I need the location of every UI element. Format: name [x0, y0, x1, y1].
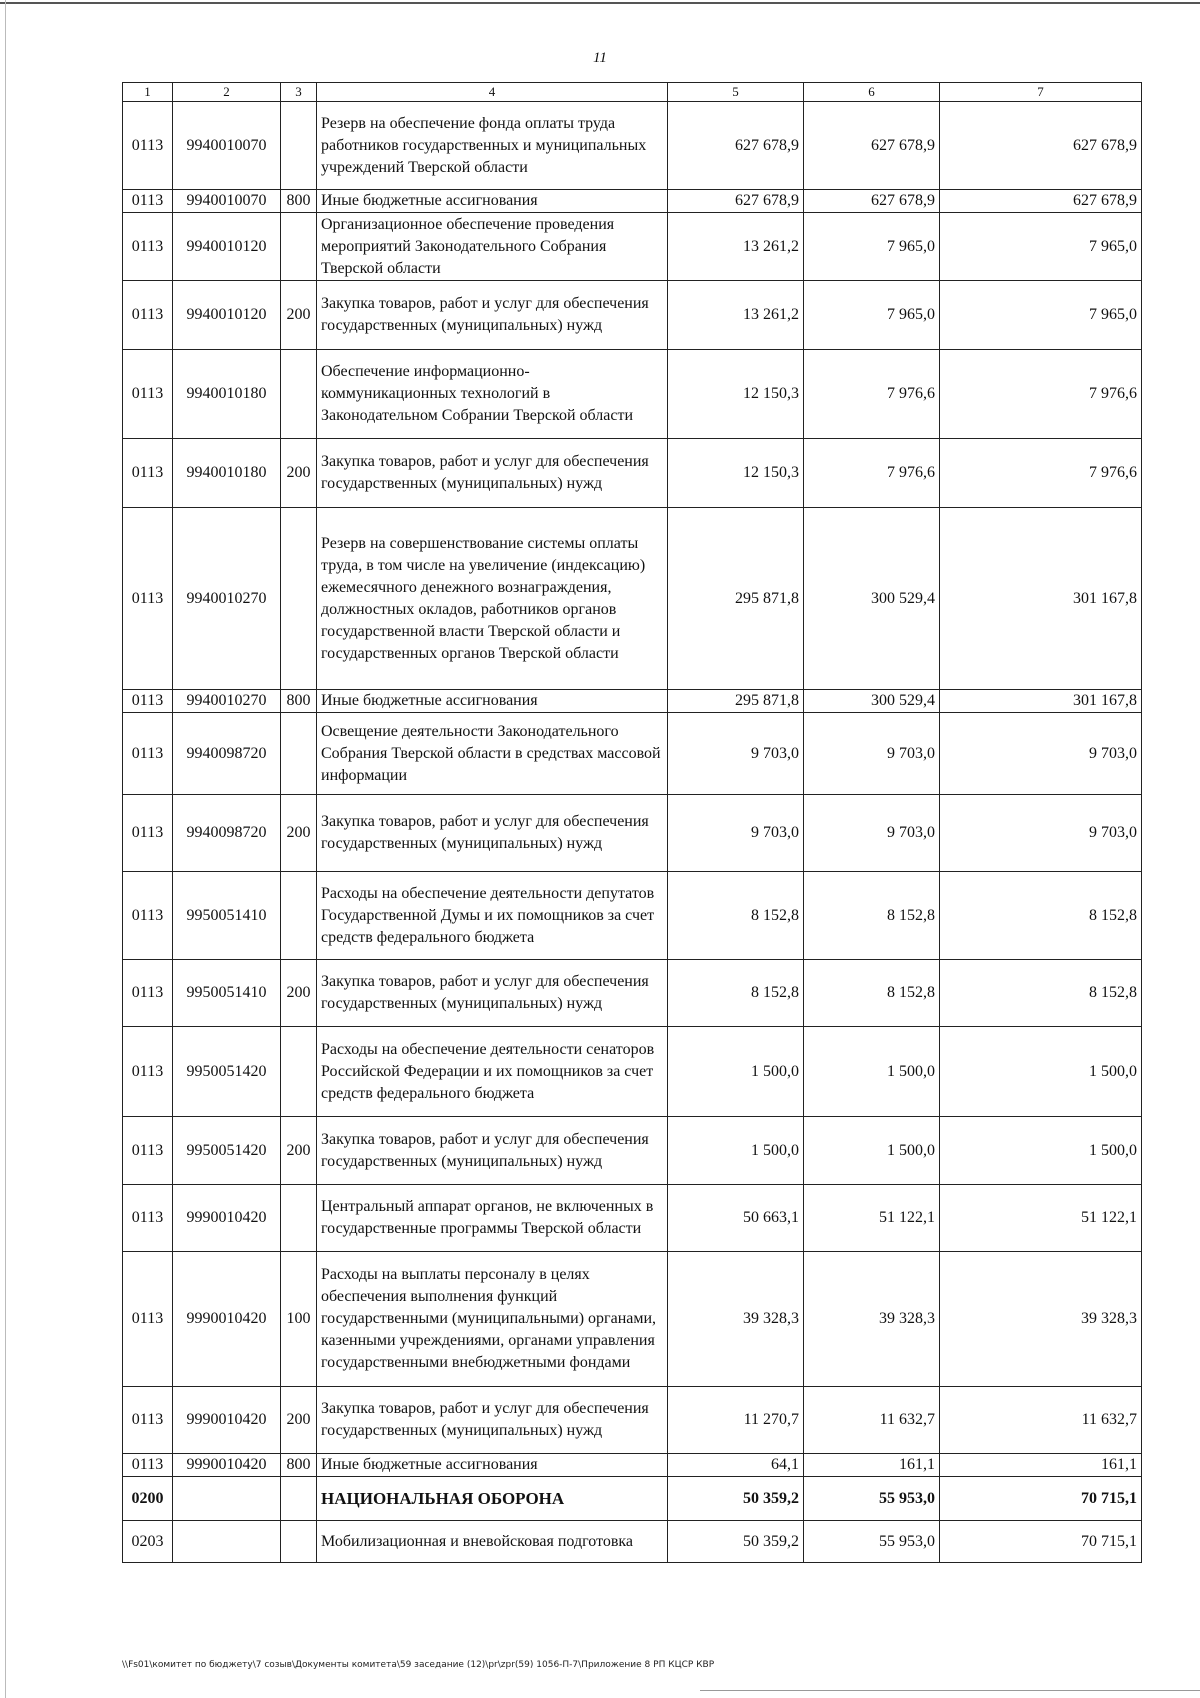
- table-row: [123, 1027, 1142, 1117]
- amount-year1-cell: 50 359,2: [668, 1477, 804, 1521]
- item-name-cell: Центральный аппарат органов, не включенных в государственные программы Тверской области: [317, 1185, 668, 1252]
- expense-type-cell: 200: [281, 1117, 317, 1185]
- section-code-cell: 0113: [123, 213, 173, 281]
- page-number: 11: [593, 50, 607, 66]
- amount-year1-cell: 13 261,2: [668, 281, 804, 350]
- expense-type-cell: 200: [281, 1387, 317, 1454]
- section-code-cell: 0113: [123, 1185, 173, 1252]
- section-code-cell: 0113: [123, 439, 173, 508]
- amount-year2-cell: 55 953,0: [804, 1521, 940, 1563]
- amount-year2-cell: 51 122,1: [804, 1185, 940, 1252]
- expense-type-cell: 800: [281, 190, 317, 213]
- expense-type-cell: [281, 102, 317, 190]
- amount-year2-cell: 300 529,4: [804, 508, 940, 690]
- target-article-cell: 9950051420: [173, 1027, 281, 1117]
- item-name-cell: Закупка товаров, работ и услуг для обеспечения государственных (муниципальных) нужд: [317, 281, 668, 350]
- section-code-cell: 0113: [123, 872, 173, 960]
- section-code-cell: 0113: [123, 190, 173, 213]
- expense-type-cell: [281, 1027, 317, 1117]
- column-number-header: [123, 83, 1142, 102]
- section-code-cell: 0203: [123, 1521, 173, 1563]
- section-code-cell: 0113: [123, 795, 173, 872]
- header-col-1: 1: [123, 83, 173, 102]
- amount-year1-cell: 8 152,8: [668, 960, 804, 1027]
- section-code-cell: 0113: [123, 1252, 173, 1387]
- target-article-cell: 9940010270: [173, 508, 281, 690]
- expense-type-cell: 200: [281, 281, 317, 350]
- section-code-cell: 0113: [123, 1117, 173, 1185]
- amount-year2-cell: 7 976,6: [804, 439, 940, 508]
- item-name-cell: Обеспечение информационно-коммуникационных технологий в Законодательном Собрании Тверской области: [317, 350, 668, 439]
- amount-year3-cell: 7 976,6: [940, 350, 1142, 439]
- amount-year2-cell: 300 529,4: [804, 690, 940, 713]
- expense-type-cell: 800: [281, 1454, 317, 1477]
- amount-year1-cell: 11 270,7: [668, 1387, 804, 1454]
- amount-year1-cell: 1 500,0: [668, 1027, 804, 1117]
- target-article-cell: 9990010420: [173, 1252, 281, 1387]
- table-row: [123, 1117, 1142, 1185]
- amount-year1-cell: 295 871,8: [668, 508, 804, 690]
- amount-year2-cell: 1 500,0: [804, 1027, 940, 1117]
- amount-year3-cell: 301 167,8: [940, 690, 1142, 713]
- section-code-cell: 0113: [123, 960, 173, 1027]
- target-article-cell: 9940098720: [173, 713, 281, 795]
- amount-year2-cell: 1 500,0: [804, 1117, 940, 1185]
- header-col-4: 4: [317, 83, 668, 102]
- target-article-cell: 9950051420: [173, 1117, 281, 1185]
- section-code-cell: 0113: [123, 350, 173, 439]
- table-row: [123, 960, 1142, 1027]
- amount-year1-cell: 50 663,1: [668, 1185, 804, 1252]
- amount-year1-cell: 9 703,0: [668, 795, 804, 872]
- amount-year1-cell: 12 150,3: [668, 439, 804, 508]
- target-article-cell: 9940010120: [173, 281, 281, 350]
- amount-year3-cell: 1 500,0: [940, 1027, 1142, 1117]
- section-code-cell: 0113: [123, 281, 173, 350]
- item-name-cell: Закупка товаров, работ и услуг для обеспечения государственных (муниципальных) нужд: [317, 1117, 668, 1185]
- amount-year3-cell: 70 715,1: [940, 1521, 1142, 1563]
- target-article-cell: 9940010180: [173, 439, 281, 508]
- target-article-cell: 9990010420: [173, 1387, 281, 1454]
- amount-year3-cell: 627 678,9: [940, 102, 1142, 190]
- target-article-cell: 9940010270: [173, 690, 281, 713]
- table-row: [123, 713, 1142, 795]
- amount-year1-cell: 627 678,9: [668, 102, 804, 190]
- amount-year1-cell: 1 500,0: [668, 1117, 804, 1185]
- table-row: [123, 690, 1142, 713]
- amount-year3-cell: 7 976,6: [940, 439, 1142, 508]
- target-article-cell: 9940010180: [173, 350, 281, 439]
- item-name-cell: Закупка товаров, работ и услуг для обеспечения государственных (муниципальных) нужд: [317, 1387, 668, 1454]
- amount-year2-cell: 55 953,0: [804, 1477, 940, 1521]
- amount-year1-cell: 13 261,2: [668, 213, 804, 281]
- amount-year2-cell: 627 678,9: [804, 102, 940, 190]
- amount-year2-cell: 7 976,6: [804, 350, 940, 439]
- item-name-cell: Освещение деятельности Законодательного Собрания Тверской области в средствах массовой информации: [317, 713, 668, 795]
- target-article-cell: 9940010070: [173, 190, 281, 213]
- amount-year3-cell: 7 965,0: [940, 213, 1142, 281]
- table-row: [123, 1185, 1142, 1252]
- amount-year1-cell: 295 871,8: [668, 690, 804, 713]
- amount-year2-cell: 627 678,9: [804, 190, 940, 213]
- expense-type-cell: 100: [281, 1252, 317, 1387]
- amount-year2-cell: 9 703,0: [804, 713, 940, 795]
- amount-year3-cell: 9 703,0: [940, 795, 1142, 872]
- item-name-cell: НАЦИОНАЛЬНАЯ ОБОРОНА: [317, 1477, 668, 1521]
- amount-year3-cell: 7 965,0: [940, 281, 1142, 350]
- item-name-cell: Организационное обеспечение проведения мероприятий Законодательного Собрания Тверской области: [317, 213, 668, 281]
- file-path-footer: \\Fs01\комитет по бюджету\7 созыв\Документы комитета\59 заседание (12)\pr\zpr(59) 1056-П-7\Приложение 8 РП КЦСР КВР: [122, 1660, 715, 1670]
- header-col-6: 6: [804, 83, 940, 102]
- amount-year1-cell: 64,1: [668, 1454, 804, 1477]
- amount-year3-cell: 11 632,7: [940, 1387, 1142, 1454]
- target-article-cell: 9950051410: [173, 960, 281, 1027]
- table-row: [123, 1521, 1142, 1563]
- section-code-cell: 0113: [123, 1454, 173, 1477]
- expense-type-cell: [281, 1185, 317, 1252]
- amount-year1-cell: 50 359,2: [668, 1521, 804, 1563]
- section-code-cell: 0113: [123, 713, 173, 795]
- table-row: [123, 872, 1142, 960]
- expense-type-cell: [281, 508, 317, 690]
- amount-year3-cell: 1 500,0: [940, 1117, 1142, 1185]
- table-row: [123, 1454, 1142, 1477]
- top-border-line: [0, 2, 1200, 4]
- item-name-cell: Иные бюджетные ассигнования: [317, 1454, 668, 1477]
- table-row: [123, 102, 1142, 190]
- amount-year1-cell: 9 703,0: [668, 713, 804, 795]
- section-code-cell: 0113: [123, 690, 173, 713]
- expense-type-cell: [281, 350, 317, 439]
- amount-year3-cell: 627 678,9: [940, 190, 1142, 213]
- budget-allocation-table: [122, 82, 1142, 1563]
- section-code-cell: 0113: [123, 102, 173, 190]
- amount-year3-cell: 8 152,8: [940, 960, 1142, 1027]
- header-col-5: 5: [668, 83, 804, 102]
- item-name-cell: Расходы на обеспечение деятельности депутатов Государственной Думы и их помощников за счет средств федерального бюджета: [317, 872, 668, 960]
- item-name-cell: Мобилизационная и вневойсковая подготовка: [317, 1521, 668, 1563]
- table-row: [123, 508, 1142, 690]
- amount-year1-cell: 39 328,3: [668, 1252, 804, 1387]
- amount-year3-cell: 301 167,8: [940, 508, 1142, 690]
- expense-type-cell: [281, 1477, 317, 1521]
- expense-type-cell: [281, 872, 317, 960]
- table-row: [123, 213, 1142, 281]
- amount-year3-cell: 51 122,1: [940, 1185, 1142, 1252]
- amount-year1-cell: 627 678,9: [668, 190, 804, 213]
- table-row: [123, 439, 1142, 508]
- section-code-cell: 0113: [123, 1387, 173, 1454]
- header-col-3: 3: [281, 83, 317, 102]
- target-article-cell: 9990010420: [173, 1185, 281, 1252]
- target-article-cell: [173, 1521, 281, 1563]
- amount-year2-cell: 8 152,8: [804, 960, 940, 1027]
- amount-year3-cell: 8 152,8: [940, 872, 1142, 960]
- target-article-cell: 9940010120: [173, 213, 281, 281]
- item-name-cell: Расходы на выплаты персоналу в целях обеспечения выполнения функций государственными (муниципальными) органами, казенными учреждениями, органами управления государственными внебюджетными фондами: [317, 1252, 668, 1387]
- section-code-cell: 0113: [123, 1027, 173, 1117]
- expense-type-cell: 200: [281, 795, 317, 872]
- table-row: [123, 190, 1142, 213]
- table-row: [123, 350, 1142, 439]
- expense-type-cell: 800: [281, 690, 317, 713]
- amount-year2-cell: 7 965,0: [804, 281, 940, 350]
- amount-year3-cell: 70 715,1: [940, 1477, 1142, 1521]
- expense-type-cell: [281, 713, 317, 795]
- item-name-cell: Закупка товаров, работ и услуг для обеспечения государственных (муниципальных) нужд: [317, 960, 668, 1027]
- amount-year1-cell: 12 150,3: [668, 350, 804, 439]
- target-article-cell: 9950051410: [173, 872, 281, 960]
- amount-year2-cell: 8 152,8: [804, 872, 940, 960]
- item-name-cell: Расходы на обеспечение деятельности сенаторов Российской Федерации и их помощников за счет средств федерального бюджета: [317, 1027, 668, 1117]
- expense-type-cell: 200: [281, 439, 317, 508]
- amount-year2-cell: 7 965,0: [804, 213, 940, 281]
- amount-year1-cell: 8 152,8: [668, 872, 804, 960]
- item-name-cell: Резерв на обеспечение фонда оплаты труда работников государственных и муниципальных учреждений Тверской области: [317, 102, 668, 190]
- amount-year2-cell: 161,1: [804, 1454, 940, 1477]
- table-row: [123, 1252, 1142, 1387]
- table-row: [123, 795, 1142, 872]
- amount-year2-cell: 39 328,3: [804, 1252, 940, 1387]
- table-row: [123, 1477, 1142, 1521]
- item-name-cell: Закупка товаров, работ и услуг для обеспечения государственных (муниципальных) нужд: [317, 795, 668, 872]
- target-article-cell: 9990010420: [173, 1454, 281, 1477]
- amount-year2-cell: 11 632,7: [804, 1387, 940, 1454]
- table-row: [123, 281, 1142, 350]
- table-row: [123, 1387, 1142, 1454]
- expense-type-cell: 200: [281, 960, 317, 1027]
- table-body: [123, 102, 1142, 1563]
- target-article-cell: 9940010070: [173, 102, 281, 190]
- target-article-cell: [173, 1477, 281, 1521]
- expense-type-cell: [281, 213, 317, 281]
- section-code-cell: 0200: [123, 1477, 173, 1521]
- item-name-cell: Иные бюджетные ассигнования: [317, 190, 668, 213]
- amount-year3-cell: 39 328,3: [940, 1252, 1142, 1387]
- item-name-cell: Иные бюджетные ассигнования: [317, 690, 668, 713]
- header-col-7: 7: [940, 83, 1142, 102]
- amount-year3-cell: 9 703,0: [940, 713, 1142, 795]
- left-scan-edge: [5, 0, 6, 1698]
- item-name-cell: Резерв на совершенствование системы оплаты труда, в том числе на увеличение (индексацию) ежемесячного денежного вознаграждения, должностных окладов, работников органов государственной власти Тверской области и государственных органов Тверской области: [317, 508, 668, 690]
- bottom-scan-line: [700, 1690, 1200, 1691]
- target-article-cell: 9940098720: [173, 795, 281, 872]
- expense-type-cell: [281, 1521, 317, 1563]
- amount-year2-cell: 9 703,0: [804, 795, 940, 872]
- amount-year3-cell: 161,1: [940, 1454, 1142, 1477]
- item-name-cell: Закупка товаров, работ и услуг для обеспечения государственных (муниципальных) нужд: [317, 439, 668, 508]
- header-col-2: 2: [173, 83, 281, 102]
- section-code-cell: 0113: [123, 508, 173, 690]
